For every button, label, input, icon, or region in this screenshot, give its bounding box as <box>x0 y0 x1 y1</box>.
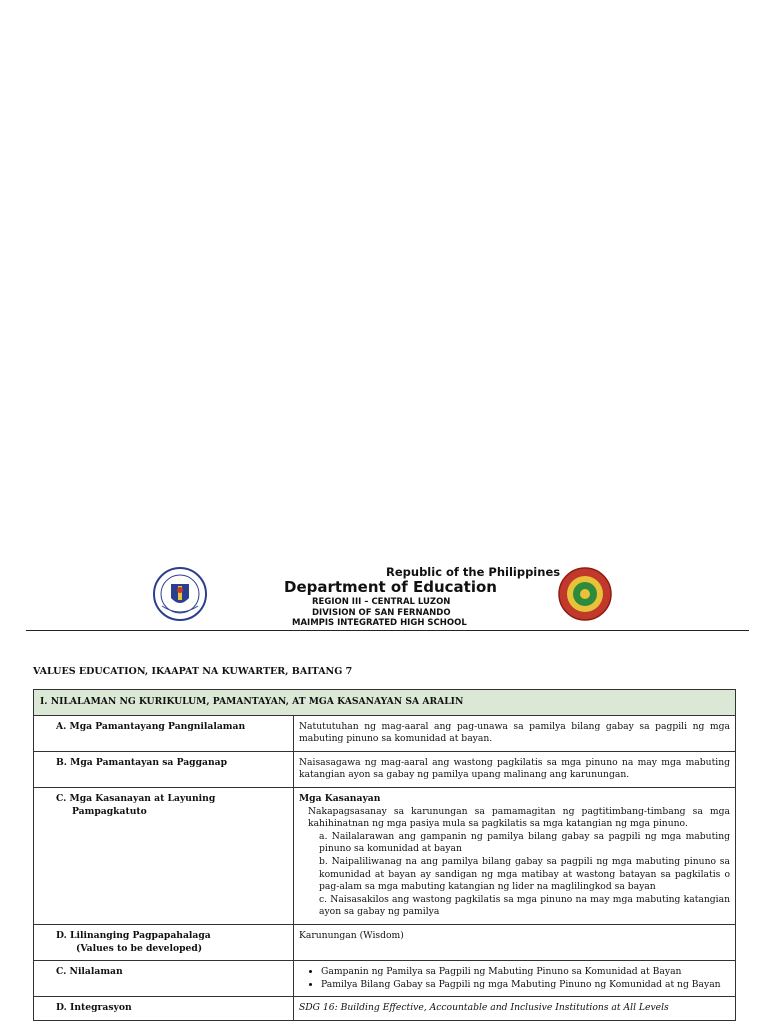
row-label <box>34 787 294 924</box>
letterhead <box>0 560 768 632</box>
school-seal-icon <box>557 566 613 622</box>
table-row <box>34 715 736 751</box>
table-row <box>34 787 736 924</box>
row-label: D. Integrasyon <box>34 997 294 1021</box>
list-item: • Gampanin ng Pamilya sa Pagpili ng Mabuting Pinuno sa Komunidad at Bayan <box>321 966 730 979</box>
row-label-line: C. Mga Kasanayan at Layuning <box>56 792 216 804</box>
content-list <box>299 966 730 991</box>
lesson-plan-table <box>33 689 736 1021</box>
deped-seal-icon <box>152 566 208 622</box>
row-label-line: D. Lilinanging Pagpapahalaga <box>56 929 211 941</box>
table-row <box>34 961 736 997</box>
department-title: Department of Education <box>284 578 497 596</box>
subject-line: VALUES EDUCATION, IKAAPAT NA KUWARTER, BAITANG 7 <box>33 666 353 677</box>
skills-intro: Nakapagsasanay sa karunungan sa pamamagitan ng pagtitimbang-timbang sa mga kahihinatnan ng mga pasiya mula sa pagkilatis sa mga katangian ng mga pinuno. <box>308 805 730 830</box>
skills-heading: Mga Kasanayan <box>299 792 381 804</box>
section-heading: I. NILALAMAN NG KURIKULUM, PAMANTAYAN, AT MGA KASANAYAN SA ARALIN <box>34 690 736 716</box>
skill-item: c. Naisasakilos ang wastong pagkilatis sa mga pinuno na may mga mabuting katangian ayon sa gabay ng pamilya <box>319 893 730 918</box>
row-label-line: (Values to be developed) <box>76 942 203 954</box>
table-row <box>34 997 736 1021</box>
row-label <box>34 924 294 960</box>
row-label: A. Mga Pamantayang Pangnilalaman <box>34 715 294 751</box>
row-label: B. Mga Pamantayan sa Pagganap <box>34 751 294 787</box>
header-divider <box>26 630 749 631</box>
list-item: • Pamilya Bilang Gabay sa Pagpili ng mga Mabuting Pinuno ng Komunidad at ng Bayan <box>321 979 730 992</box>
skill-item: b. Naipaliliwanag na ang pamilya bilang gabay sa pagpili ng mga mabuting pinuno sa komunidad at bayan ay sandigan ng mga matibay at wastong batayan sa pagkilatis o pag-alam sa mga mabuting katangian ng lider na maglilingkod sa bayan <box>319 855 730 893</box>
row-label: C. Nilalaman <box>34 961 294 997</box>
division-text: DIVISION OF SAN FERNANDO <box>312 608 451 618</box>
table-row <box>34 690 736 716</box>
skill-item: a. Nailalarawan ang gampanin ng pamilya bilang gabay sa pagpili ng mga mabuting pinuno sa komunidad at bayan <box>319 830 730 855</box>
row-content: Naisasagawa ng mag-aaral ang wastong pagkilatis sa mga pinuno na may mga mabuting katangian ayon sa gabay ng pamilya upang malinang ang karunungan. <box>294 751 736 787</box>
table-row <box>34 924 736 960</box>
school-name: MAIMPIS INTEGRATED HIGH SCHOOL <box>292 618 467 628</box>
table-row <box>34 751 736 787</box>
row-content <box>294 961 736 997</box>
republic-text: Republic of the Philippines <box>386 565 561 579</box>
row-content: Karunungan (Wisdom) <box>294 924 736 960</box>
region-text: REGION III – CENTRAL LUZON <box>312 597 451 607</box>
row-content: Natututuhan ng mag-aaral ang pag-unawa sa pamilya bilang gabay sa pagpili ng mga mabuting pinuno sa komunidad at bayan. <box>294 715 736 751</box>
row-content <box>294 787 736 924</box>
row-content: SDG 16: Building Effective, Accountable and Inclusive Institutions at All Levels <box>294 997 736 1021</box>
row-label-line: Pampagkatuto <box>72 805 147 817</box>
